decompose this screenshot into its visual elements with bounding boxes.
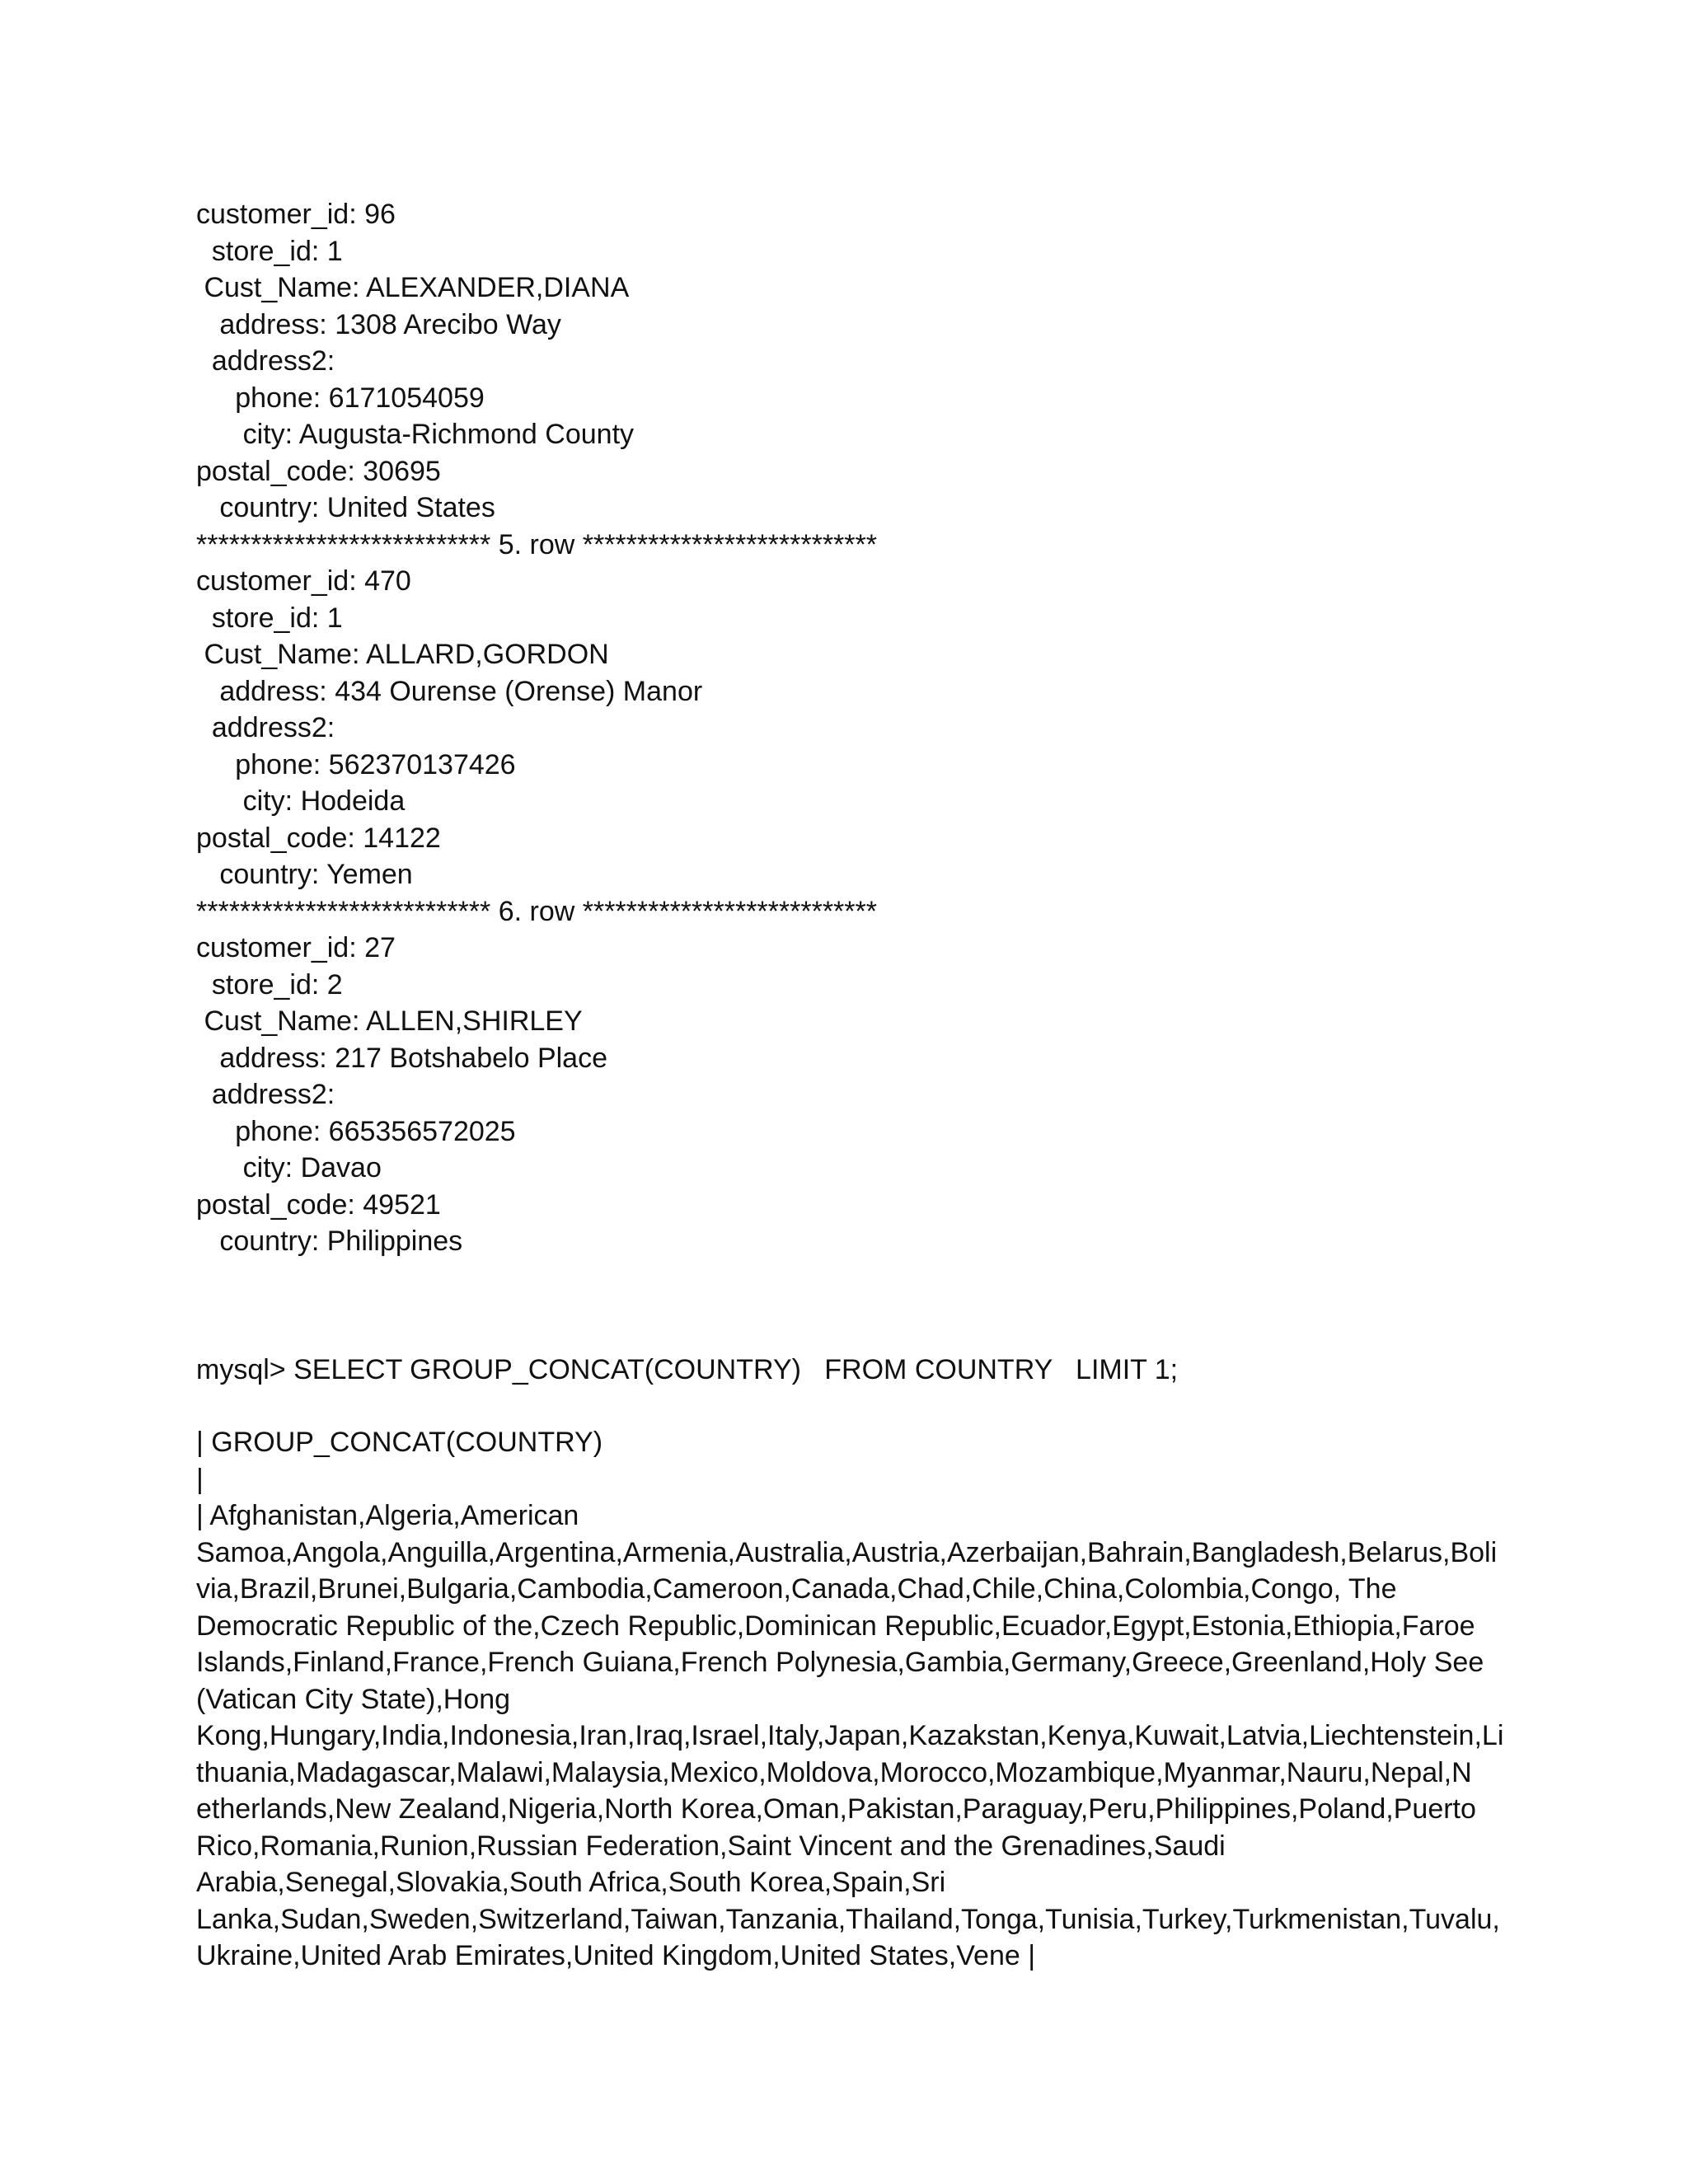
row-separator-5: *************************** 5. row *************************** — [196, 528, 877, 560]
document-page — [196, 196, 1504, 1975]
result-line: | Afghanistan,Algeria,American — [196, 1500, 579, 1531]
field-postal-code: postal_code: 14122 — [196, 822, 441, 854]
field-address2: address2: — [196, 712, 335, 743]
result-line: Ukraine,United Arab Emirates,United Kingdom,United States,Vene | — [196, 1940, 1036, 1971]
result-line: Arabia,Senegal,Slovakia,South Africa,South Korea,Spain,Sri — [196, 1867, 946, 1898]
field-postal-code: postal_code: 30695 — [196, 455, 441, 487]
field-phone: phone: 6171054059 — [196, 382, 485, 414]
record-block-4 — [196, 196, 1482, 527]
result-line: Islands,Finland,France,French Guiana,French Polynesia,Gambia,Germany,Greece,Greenland,Holy See — [196, 1647, 1484, 1678]
field-customer-id: customer_id: 96 — [196, 199, 396, 230]
field-address2: address2: — [196, 345, 335, 377]
field-country: country: Yemen — [196, 859, 413, 890]
field-address: address: 1308 Arecibo Way — [196, 308, 561, 340]
record-block-5 — [196, 563, 1482, 893]
spacer — [196, 1260, 1482, 1315]
result-line: Lanka,Sudan,Sweden,Switzerland,Taiwan,Tanzania,Thailand,Tonga,Tunisia,Turkey,Turkmenistan,Tuvalu, — [196, 1903, 1500, 1935]
result-column-header: | GROUP_CONCAT(COUNTRY) — [196, 1427, 603, 1458]
field-phone: phone: 665356572025 — [196, 1115, 516, 1147]
field-city: city: Davao — [196, 1152, 382, 1183]
sql-query-command: mysql> SELECT GROUP_CONCAT(COUNTRY) FROM COUNTRY LIMIT 1; — [196, 1353, 1179, 1385]
result-value-lines — [196, 1497, 1504, 1975]
field-cust-name: Cust_Name: ALEXANDER,DIANA — [196, 272, 630, 303]
field-customer-id: customer_id: 470 — [196, 565, 411, 597]
row-separator-6: *************************** 6. row *************************** — [196, 895, 877, 927]
field-cust-name: Cust_Name: ALLARD,GORDON — [196, 639, 609, 670]
result-line: Rico,Romania,Runion,Russian Federation,Saint Vincent and the Grenadines,Saudi — [196, 1830, 1226, 1862]
result-line: via,Brazil,Brunei,Bulgaria,Cambodia,Cameroon,Canada,Chad,Chile,China,Colombia,Congo, The — [196, 1573, 1397, 1605]
result-line: Kong,Hungary,India,Indonesia,Iran,Iraq,Israel,Italy,Japan,Kazakstan,Kenya,Kuwait,Latvia,Liechtenstein,Li — [196, 1720, 1504, 1751]
result-line: etherlands,New Zealand,Nigeria,North Korea,Oman,Pakistan,Paraguay,Peru,Philippines,Poland,Puerto — [196, 1793, 1476, 1825]
field-country: country: United States — [196, 492, 495, 523]
field-address: address: 217 Botshabelo Place — [196, 1042, 607, 1074]
field-address2: address2: — [196, 1079, 335, 1110]
result-line: (Vatican City State),Hong — [196, 1683, 511, 1715]
field-city: city: Augusta-Richmond County — [196, 419, 635, 450]
field-store-id: store_id: 1 — [196, 235, 343, 267]
field-store-id: store_id: 1 — [196, 602, 343, 634]
field-country: country: Philippines — [196, 1226, 463, 1257]
result-line: thuania,Madagascar,Malawi,Malaysia,Mexico,Moldova,Morocco,Mozambique,Myanmar,Nauru,Nepal,N — [196, 1756, 1472, 1788]
field-phone: phone: 562370137426 — [196, 748, 516, 780]
field-cust-name: Cust_Name: ALLEN,SHIRLEY — [196, 1005, 583, 1037]
record-block-6 — [196, 930, 1482, 1260]
result-line: Democratic Republic of the,Czech Republic,Dominican Republic,Ecuador,Egypt,Estonia,Ethiopia,Faroe — [196, 1610, 1475, 1642]
field-address: address: 434 Ourense (Orense) Manor — [196, 675, 703, 707]
field-postal-code: postal_code: 49521 — [196, 1188, 441, 1221]
field-store-id: store_id: 2 — [196, 968, 343, 1001]
query-result — [196, 1424, 1504, 1975]
field-city: city: Hodeida — [196, 785, 406, 817]
result-line: Samoa,Angola,Anguilla,Argentina,Armenia,Australia,Austria,Azerbaijan,Bahrain,Bangladesh,Belarus,Boli — [196, 1536, 1498, 1568]
spacer — [196, 1388, 1482, 1424]
spacer — [196, 1315, 1482, 1352]
field-customer-id: customer_id: 27 — [196, 932, 396, 963]
result-header-pipe: | — [196, 1463, 204, 1495]
